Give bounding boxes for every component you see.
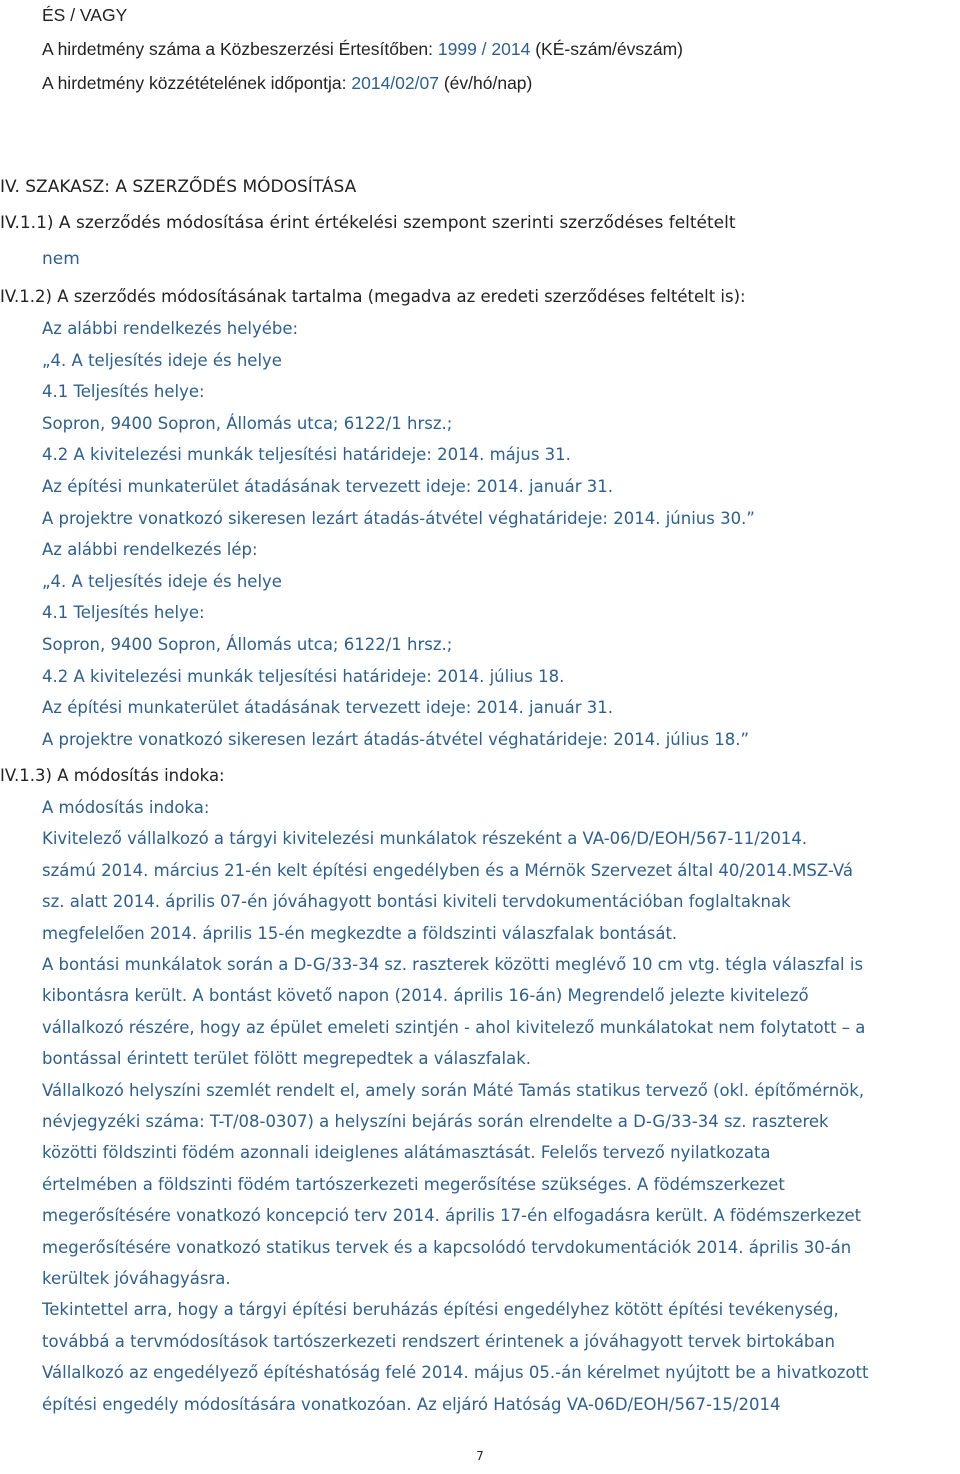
- publication-date-suffix: (év/hó/nap): [438, 73, 533, 93]
- modification-content-line: Az alábbi rendelkezés helyébe:: [42, 319, 299, 338]
- section-title: IV. SZAKASZ: A SZERZŐDÉS MÓDOSÍTÁSA: [0, 177, 357, 197]
- modification-content-line: 4.2 A kivitelezési munkák teljesítési határideje: 2014. május 31.: [42, 445, 571, 465]
- justification-line: névjegyzéki száma: T-T/08-0307) a helyszíni bejárás során elrendelte a D-G/33-34 sz. raszterek: [42, 1112, 829, 1131]
- justification-line: A bontási munkálatok során a D-G/33-34 sz. raszterek közötti meglévő 10 cm vtg. tégla válaszfal is: [42, 955, 864, 974]
- justification-line: értelmében a földszinti födém tartószerkezeti megerősítése szükséges. A födémszerkezet: [42, 1174, 785, 1194]
- justification-line: megerősítésére vonatkozó statikus tervek és a kapcsolódó tervdokumentációk 2014. április 30-án: [42, 1237, 852, 1257]
- notice-number-label: A hirdetmény száma a Közbeszerzési Értesítőben:: [42, 39, 438, 59]
- justification-line: továbbá a tervmódosítások tartószerkezeti rendszert érintenek a jóváhagyott tervek birtokában: [42, 1331, 835, 1351]
- notice-number-value: 1999 / 2014: [437, 39, 531, 59]
- modification-content-line: Sopron, 9400 Sopron, Állomás utca; 6122/1 hrsz.;: [42, 413, 453, 433]
- modification-content-line: Az építési munkaterület átadásának tervezett ideje: 2014. január 31.: [42, 477, 614, 496]
- justification-line: számú 2014. március 21-én kelt építési engedélyben és a Mérnök Szervezet által 40/2014.MSZ-Vá: [42, 860, 854, 880]
- publication-date-label: A hirdetmény közzétételének időpontja:: [42, 73, 352, 93]
- header-line-3: [42, 72, 532, 94]
- modification-content-line: „4. A teljesítés ideje és helye: [42, 350, 282, 370]
- modification-content-line: 4.1 Teljesítés helye:: [42, 382, 205, 402]
- justification-line: Vállalkozó helyszíni szemlét rendelt el, amely során Máté Tamás statikus tervező (okl. építőmérnök,: [42, 1080, 865, 1100]
- header-text: ÉS / VAGY: [42, 5, 128, 25]
- modification-content-line: A projektre vonatkozó sikeresen lezárt átadás-átvétel véghatárideje: 2014. június 30.”: [42, 508, 755, 528]
- section-item-3-label: IV.1.3) A módosítás indoka:: [0, 766, 225, 785]
- justification-line: kerültek jóváhagyásra.: [42, 1269, 231, 1288]
- modification-content-line: 4.1 Teljesítés helye:: [42, 603, 205, 623]
- modification-content-line: Az alábbi rendelkezés lép:: [42, 540, 258, 560]
- justification-line: Kivitelező vállalkozó a tárgyi kivitelezési munkálatok részeként a VA-06/D/EOH/567-11/2014.: [42, 829, 808, 849]
- page-number: 7: [476, 1449, 484, 1463]
- publication-date-value: 2014/02/07: [351, 73, 439, 93]
- justification-line: sz. alatt 2014. április 07-én jóváhagyott bontási kiviteli tervdokumentációban foglaltaknak: [42, 892, 791, 912]
- modification-content-line: Az építési munkaterület átadásának tervezett ideje: 2014. január 31.: [42, 698, 614, 718]
- header-line-1: [42, 4, 127, 26]
- notice-number-suffix: (KÉ-szám/évszám): [530, 39, 683, 59]
- modification-content-line: „4. A teljesítés ideje és helye: [42, 571, 282, 591]
- section-item-2-label: IV.1.2) A szerződés módosításának tartalma (megadva az eredeti szerződéses feltételt is):: [0, 287, 746, 306]
- modification-content-line: A projektre vonatkozó sikeresen lezárt átadás-átvétel véghatárideje: 2014. július 18.”: [42, 729, 750, 749]
- justification-line: bontással érintett terület fölött megrepedtek a válaszfalak.: [42, 1049, 531, 1069]
- justification-line: megerősítésére vonatkozó koncepció terv 2014. április 17-én elfogadásra került. A födémszerkezet: [42, 1206, 862, 1226]
- section-item-1-value: nem: [42, 249, 80, 269]
- justification-line: építési engedély módosítására vonatkozóan. Az eljáró Hatóság VA-06D/EOH/567-15/2014: [42, 1394, 781, 1414]
- header-line-2: [42, 38, 683, 60]
- justification-line: kibontásra került. A bontást követő napon (2014. április 16-án) Megrendelő jelezte kivitelező: [42, 986, 809, 1006]
- modification-content-line: Sopron, 9400 Sopron, Állomás utca; 6122/1 hrsz.;: [42, 635, 453, 654]
- justification-line: vállalkozó részére, hogy az épület emeleti szintjén - ahol kivitelező munkálatokat nem folytatott – a: [42, 1017, 866, 1037]
- justification-line: A módosítás indoka:: [42, 798, 210, 817]
- justification-line: Vállalkozó az engedélyező építéshatóság felé 2014. május 05.-án kérelmet nyújtott be a hivatkozott: [42, 1363, 869, 1383]
- justification-line: megfelelően 2014. április 15-én megkezdte a földszinti válaszfalak bontását.: [42, 923, 678, 943]
- justification-line: Tekintettel arra, hogy a tárgyi építési beruházás építési engedélyhez kötött építési tevékenység,: [42, 1300, 839, 1320]
- modification-content-line: 4.2 A kivitelezési munkák teljesítési határideje: 2014. július 18.: [42, 666, 565, 686]
- justification-line: közötti földszinti födém azonnali ideiglenes alátámasztását. Felelős tervező nyilatkozata: [42, 1143, 771, 1163]
- section-item-1-label: IV.1.1) A szerződés módosítása érint értékelési szempont szerinti szerződéses feltételt: [0, 213, 736, 233]
